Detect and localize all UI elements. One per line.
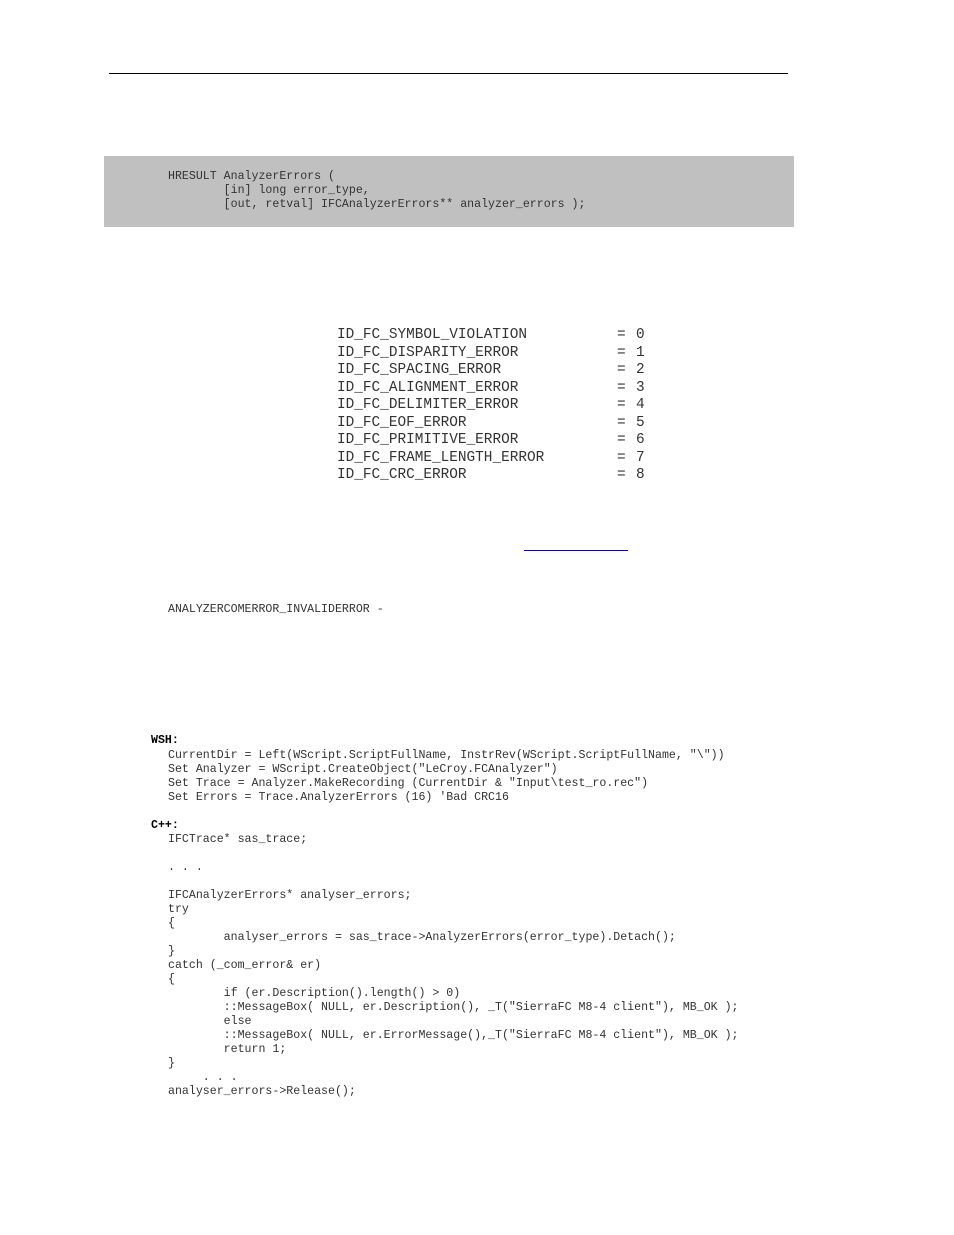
equals-sign: = <box>617 327 626 343</box>
signature-line: HRESULT AnalyzerErrors ( <box>168 170 335 183</box>
equals-sign: = <box>617 379 626 396</box>
error-type-name: ID_FC_EOF_ERROR <box>337 414 467 431</box>
error-type-name: ID_FC_DELIMITER_ERROR <box>337 397 519 413</box>
header-rule <box>109 73 788 74</box>
code-line: else <box>168 1015 252 1028</box>
cpp-code-example <box>168 833 739 1099</box>
code-line: { <box>168 973 175 986</box>
error-type-value: 4 <box>636 397 645 413</box>
error-type-name: ID_FC_SPACING_ERROR <box>337 362 502 378</box>
error-type-name: ID_FC_SYMBOL_VIOLATION <box>337 327 527 343</box>
error-type-row <box>337 345 657 363</box>
equals-sign: = <box>617 449 626 466</box>
signature-line: [in] long error_type, <box>168 184 370 197</box>
code-line: } <box>168 945 175 958</box>
error-type-row <box>337 432 657 450</box>
code-line: Set Trace = Analyzer.MakeRecording (CurrentDir & "Input\test_ro.rec") <box>168 777 649 790</box>
error-type-row <box>337 467 657 485</box>
code-line: ::MessageBox( NULL, er.ErrorMessage(),_T("SierraFC M8-4 client"), MB_OK ); <box>168 1029 739 1042</box>
code-line: analyser_errors = sas_trace->AnalyzerErrors(error_type).Detach(); <box>168 931 676 944</box>
equals-sign: = <box>617 432 626 448</box>
error-type-row <box>337 327 657 345</box>
code-line: analyser_errors->Release(); <box>168 1085 356 1098</box>
hyperlink-underline[interactable] <box>524 550 628 551</box>
code-line: . . . <box>168 861 203 874</box>
equals-sign: = <box>617 362 626 378</box>
error-type-value: 8 <box>636 467 645 483</box>
error-type-row <box>337 450 657 468</box>
error-type-value: 0 <box>636 327 645 343</box>
error-type-value: 7 <box>636 449 645 466</box>
code-line: try <box>168 903 189 916</box>
error-type-value: 6 <box>636 432 645 448</box>
signature-line: [out, retval] IFCAnalyzerErrors** analyzer_errors ); <box>168 198 586 211</box>
code-line: CurrentDir = Left(WScript.ScriptFullName, InstrRev(WScript.ScriptFullName, "\")) <box>168 749 725 762</box>
error-type-name: ID_FC_FRAME_LENGTH_ERROR <box>337 449 545 466</box>
error-type-row <box>337 415 657 433</box>
code-line: IFCAnalyzerErrors* analyser_errors; <box>168 889 412 902</box>
wsh-code-example <box>168 749 725 805</box>
code-line <box>168 875 739 889</box>
error-type-value: 5 <box>636 414 645 431</box>
code-line <box>168 847 739 861</box>
error-type-name: ID_FC_CRC_ERROR <box>337 467 467 483</box>
error-type-name: ID_FC_PRIMITIVE_ERROR <box>337 432 519 448</box>
error-type-row <box>337 362 657 380</box>
error-type-value: 2 <box>636 362 645 378</box>
code-line: catch (_com_error& er) <box>168 959 322 972</box>
equals-sign: = <box>617 344 626 361</box>
error-type-name: ID_FC_DISPARITY_ERROR <box>337 344 519 361</box>
error-code-text: ANALYZERCOMERROR_INVALIDERROR - <box>168 603 384 616</box>
equals-sign: = <box>617 414 626 431</box>
error-type-name: ID_FC_ALIGNMENT_ERROR <box>337 379 519 396</box>
error-type-value: 3 <box>636 379 645 396</box>
code-line: Set Errors = Trace.AnalyzerErrors (16) 'Bad CRC16 <box>168 791 509 804</box>
equals-sign: = <box>617 397 626 413</box>
error-type-row <box>337 380 657 398</box>
code-line: Set Analyzer = WScript.CreateObject("LeCroy.FCAnalyzer") <box>168 763 558 776</box>
cpp-label: C++: <box>151 819 179 832</box>
code-line: } <box>168 1057 175 1070</box>
error-type-value: 1 <box>636 344 645 361</box>
code-line: . . . <box>168 1071 238 1084</box>
code-line: if (er.Description().length() > 0) <box>168 987 461 1000</box>
error-type-row <box>337 397 657 415</box>
method-signature-code <box>168 170 585 212</box>
error-type-table <box>337 327 657 485</box>
wsh-label: WSH: <box>151 734 179 747</box>
code-line: ::MessageBox( NULL, er.Description(), _T("SierraFC M8-4 client"), MB_OK ); <box>168 1001 739 1014</box>
code-line: { <box>168 917 175 930</box>
code-line: return 1; <box>168 1043 287 1056</box>
equals-sign: = <box>617 467 626 483</box>
code-line: IFCTrace* sas_trace; <box>168 833 308 846</box>
